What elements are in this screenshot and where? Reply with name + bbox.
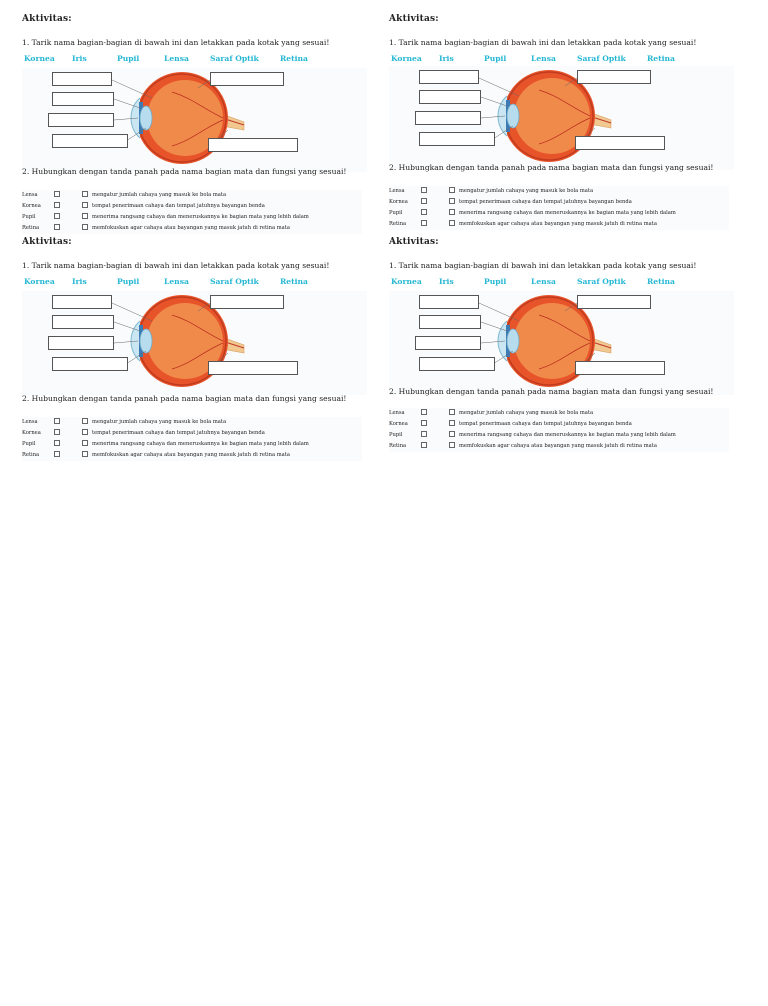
- function-text: memfokuskan agar cahaya atau bayangan yang masuk jatuh di retina mata: [92, 452, 290, 458]
- label-retina[interactable]: Retina: [647, 54, 675, 63]
- part-name: Lensa: [389, 188, 405, 194]
- label-saraf-optik[interactable]: Saraf Optik: [577, 277, 626, 286]
- eye-diagram-area: [22, 68, 367, 172]
- label-retina[interactable]: Retina: [280, 54, 308, 63]
- function-text: mengatur jumlah cahaya yang masuk ke bola mata: [459, 410, 594, 416]
- label-kornea[interactable]: Kornea: [24, 54, 55, 63]
- match-row: [22, 439, 362, 450]
- activity-title: Aktivitas:: [22, 14, 72, 24]
- function-text: tempat penerimaan cahaya dan tempat jatuhnya bayangan benda: [459, 199, 632, 205]
- part-name: Kornea: [22, 203, 41, 209]
- function-connector[interactable]: [82, 213, 88, 219]
- drop-box-2[interactable]: [52, 92, 114, 106]
- label-retina[interactable]: Retina: [647, 277, 675, 286]
- instruction-2: 2. Hubungkan dengan tanda panah pada nama bagian mata dan fungsi yang sesuai!: [389, 163, 714, 172]
- function-text: mengatur jumlah cahaya yang masuk ke bola mata: [459, 188, 594, 194]
- function-connector[interactable]: [82, 418, 88, 424]
- function-text: memfokuskan agar cahaya atau bayangan yang masuk jatuh di retina mata: [459, 443, 657, 449]
- drop-box-4[interactable]: [419, 357, 495, 371]
- drop-box-4[interactable]: [52, 357, 128, 371]
- part-connector[interactable]: [54, 213, 60, 219]
- label-lensa[interactable]: Lensa: [531, 277, 556, 286]
- activity-card: [22, 14, 367, 239]
- part-connector[interactable]: [54, 429, 60, 435]
- part-connector[interactable]: [421, 198, 427, 204]
- drop-box-4[interactable]: [52, 134, 128, 148]
- match-row: [389, 219, 729, 230]
- instruction-2: 2. Hubungkan dengan tanda panah pada nama bagian mata dan fungsi yang sesuai!: [22, 394, 347, 403]
- match-row: [22, 190, 362, 201]
- function-connector[interactable]: [449, 420, 455, 426]
- part-name: Kornea: [22, 430, 41, 436]
- drop-box-5[interactable]: [210, 295, 284, 309]
- function-text: tempat penerimaan cahaya dan tempat jatuhnya bayangan benda: [459, 421, 632, 427]
- label-saraf-optik[interactable]: Saraf Optik: [577, 54, 626, 63]
- match-row: [389, 408, 729, 419]
- part-name: Pupil: [389, 432, 403, 438]
- match-row: [389, 430, 729, 441]
- function-text: menerima rangsang cahaya dan meneruskannya ke bagian mata yang lebih dalam: [92, 441, 309, 447]
- part-name: Pupil: [22, 441, 36, 447]
- part-labels-row: [391, 54, 691, 66]
- drop-box-4[interactable]: [419, 132, 495, 146]
- label-pupil[interactable]: Pupil: [117, 54, 140, 63]
- activity-title: Aktivitas:: [22, 237, 72, 247]
- instruction-1: 1. Tarik nama bagian-bagian di bawah ini dan letakkan pada kotak yang sesuai!: [22, 261, 330, 270]
- function-text: menerima rangsang cahaya dan meneruskannya ke bagian mata yang lebih dalam: [459, 432, 676, 438]
- label-iris[interactable]: Iris: [72, 54, 87, 63]
- part-name: Pupil: [22, 214, 36, 220]
- drop-box-6[interactable]: [208, 138, 298, 152]
- function-connector[interactable]: [449, 198, 455, 204]
- part-connector[interactable]: [54, 202, 60, 208]
- drop-box-3[interactable]: [48, 113, 114, 127]
- part-connector[interactable]: [54, 224, 60, 230]
- matching-list: [22, 417, 362, 461]
- eye-diagram-area: [389, 66, 734, 170]
- drop-box-2[interactable]: [52, 315, 114, 329]
- function-connector[interactable]: [82, 440, 88, 446]
- drop-box-5[interactable]: [577, 70, 651, 84]
- activity-title: Aktivitas:: [389, 14, 439, 24]
- function-text: mengatur jumlah cahaya yang masuk ke bola mata: [92, 192, 227, 198]
- activity-card: [389, 237, 734, 462]
- function-connector[interactable]: [449, 431, 455, 437]
- instruction-1: 1. Tarik nama bagian-bagian di bawah ini dan letakkan pada kotak yang sesuai!: [389, 38, 697, 47]
- label-pupil[interactable]: Pupil: [484, 277, 507, 286]
- match-row: [389, 186, 729, 197]
- drop-box-3[interactable]: [415, 111, 481, 125]
- drop-box-1[interactable]: [52, 72, 112, 86]
- match-row: [22, 223, 362, 234]
- function-connector[interactable]: [449, 209, 455, 215]
- activity-card: [389, 14, 734, 239]
- part-connector[interactable]: [54, 440, 60, 446]
- label-kornea[interactable]: Kornea: [24, 277, 55, 286]
- label-saraf-optik[interactable]: Saraf Optik: [210, 277, 259, 286]
- instruction-2: 2. Hubungkan dengan tanda panah pada nama bagian mata dan fungsi yang sesuai!: [22, 167, 347, 176]
- part-connector[interactable]: [54, 418, 60, 424]
- label-iris[interactable]: Iris: [72, 277, 87, 286]
- drop-box-3[interactable]: [415, 336, 481, 350]
- matching-list: [389, 408, 729, 452]
- drop-box-5[interactable]: [577, 295, 651, 309]
- part-name: Lensa: [389, 410, 405, 416]
- matching-list: [389, 186, 729, 230]
- part-connector[interactable]: [421, 409, 427, 415]
- function-connector[interactable]: [449, 442, 455, 448]
- function-text: mengatur jumlah cahaya yang masuk ke bola mata: [92, 419, 227, 425]
- match-row: [22, 212, 362, 223]
- part-connector[interactable]: [421, 209, 427, 215]
- function-text: menerima rangsang cahaya dan meneruskannya ke bagian mata yang lebih dalam: [92, 214, 309, 220]
- part-name: Kornea: [389, 421, 408, 427]
- eye-diagram-area: [22, 291, 367, 395]
- function-connector[interactable]: [82, 224, 88, 230]
- label-lensa[interactable]: Lensa: [164, 54, 189, 63]
- drop-box-2[interactable]: [419, 90, 481, 104]
- drop-box-3[interactable]: [48, 336, 114, 350]
- match-row: [22, 450, 362, 461]
- function-text: memfokuskan agar cahaya atau bayangan yang masuk jatuh di retina mata: [92, 225, 290, 231]
- function-connector[interactable]: [449, 220, 455, 226]
- drop-box-6[interactable]: [575, 361, 665, 375]
- function-connector[interactable]: [82, 191, 88, 197]
- matching-list: [22, 190, 362, 234]
- label-pupil[interactable]: Pupil: [484, 54, 507, 63]
- match-row: [389, 208, 729, 219]
- part-labels-row: [24, 54, 324, 66]
- part-labels-row: [24, 277, 324, 289]
- part-connector[interactable]: [421, 187, 427, 193]
- part-connector[interactable]: [421, 420, 427, 426]
- label-saraf-optik[interactable]: Saraf Optik: [210, 54, 259, 63]
- function-text: tempat penerimaan cahaya dan tempat jatuhnya bayangan benda: [92, 430, 265, 436]
- function-connector[interactable]: [82, 202, 88, 208]
- label-lensa[interactable]: Lensa: [164, 277, 189, 286]
- label-kornea[interactable]: Kornea: [391, 277, 422, 286]
- part-labels-row: [391, 277, 691, 289]
- match-row: [22, 201, 362, 212]
- part-name: Lensa: [22, 192, 38, 198]
- part-name: Pupil: [389, 210, 403, 216]
- instruction-2: 2. Hubungkan dengan tanda panah pada nama bagian mata dan fungsi yang sesuai!: [389, 387, 714, 396]
- label-lensa[interactable]: Lensa: [531, 54, 556, 63]
- function-connector[interactable]: [82, 429, 88, 435]
- part-name: Retina: [389, 221, 407, 227]
- activity-title: Aktivitas:: [389, 237, 439, 247]
- part-connector[interactable]: [421, 220, 427, 226]
- drop-box-5[interactable]: [210, 72, 284, 86]
- function-text: memfokuskan agar cahaya atau bayangan yang masuk jatuh di retina mata: [459, 221, 657, 227]
- part-connector[interactable]: [54, 451, 60, 457]
- label-kornea[interactable]: Kornea: [391, 54, 422, 63]
- eye-diagram-area: [389, 291, 734, 395]
- activity-card: [22, 237, 367, 462]
- function-connector[interactable]: [82, 451, 88, 457]
- match-row: [22, 428, 362, 439]
- label-iris[interactable]: Iris: [439, 54, 454, 63]
- part-name: Kornea: [389, 199, 408, 205]
- match-row: [389, 441, 729, 452]
- match-row: [389, 419, 729, 430]
- function-text: tempat penerimaan cahaya dan tempat jatuhnya bayangan benda: [92, 203, 265, 209]
- match-row: [22, 417, 362, 428]
- function-connector[interactable]: [449, 409, 455, 415]
- part-name: Lensa: [22, 419, 38, 425]
- drop-box-1[interactable]: [52, 295, 112, 309]
- part-name: Retina: [22, 225, 40, 231]
- match-row: [389, 197, 729, 208]
- part-connector[interactable]: [54, 191, 60, 197]
- label-pupil[interactable]: Pupil: [117, 277, 140, 286]
- label-retina[interactable]: Retina: [280, 277, 308, 286]
- function-text: menerima rangsang cahaya dan meneruskannya ke bagian mata yang lebih dalam: [459, 210, 676, 216]
- instruction-1: 1. Tarik nama bagian-bagian di bawah ini dan letakkan pada kotak yang sesuai!: [389, 261, 697, 270]
- label-iris[interactable]: Iris: [439, 277, 454, 286]
- part-connector[interactable]: [421, 442, 427, 448]
- drop-box-6[interactable]: [208, 361, 298, 375]
- instruction-1: 1. Tarik nama bagian-bagian di bawah ini dan letakkan pada kotak yang sesuai!: [22, 38, 330, 47]
- drop-box-1[interactable]: [419, 70, 479, 84]
- drop-box-6[interactable]: [575, 136, 665, 150]
- part-connector[interactable]: [421, 431, 427, 437]
- drop-box-2[interactable]: [419, 315, 481, 329]
- part-name: Retina: [22, 452, 40, 458]
- function-connector[interactable]: [449, 187, 455, 193]
- drop-box-1[interactable]: [419, 295, 479, 309]
- part-name: Retina: [389, 443, 407, 449]
